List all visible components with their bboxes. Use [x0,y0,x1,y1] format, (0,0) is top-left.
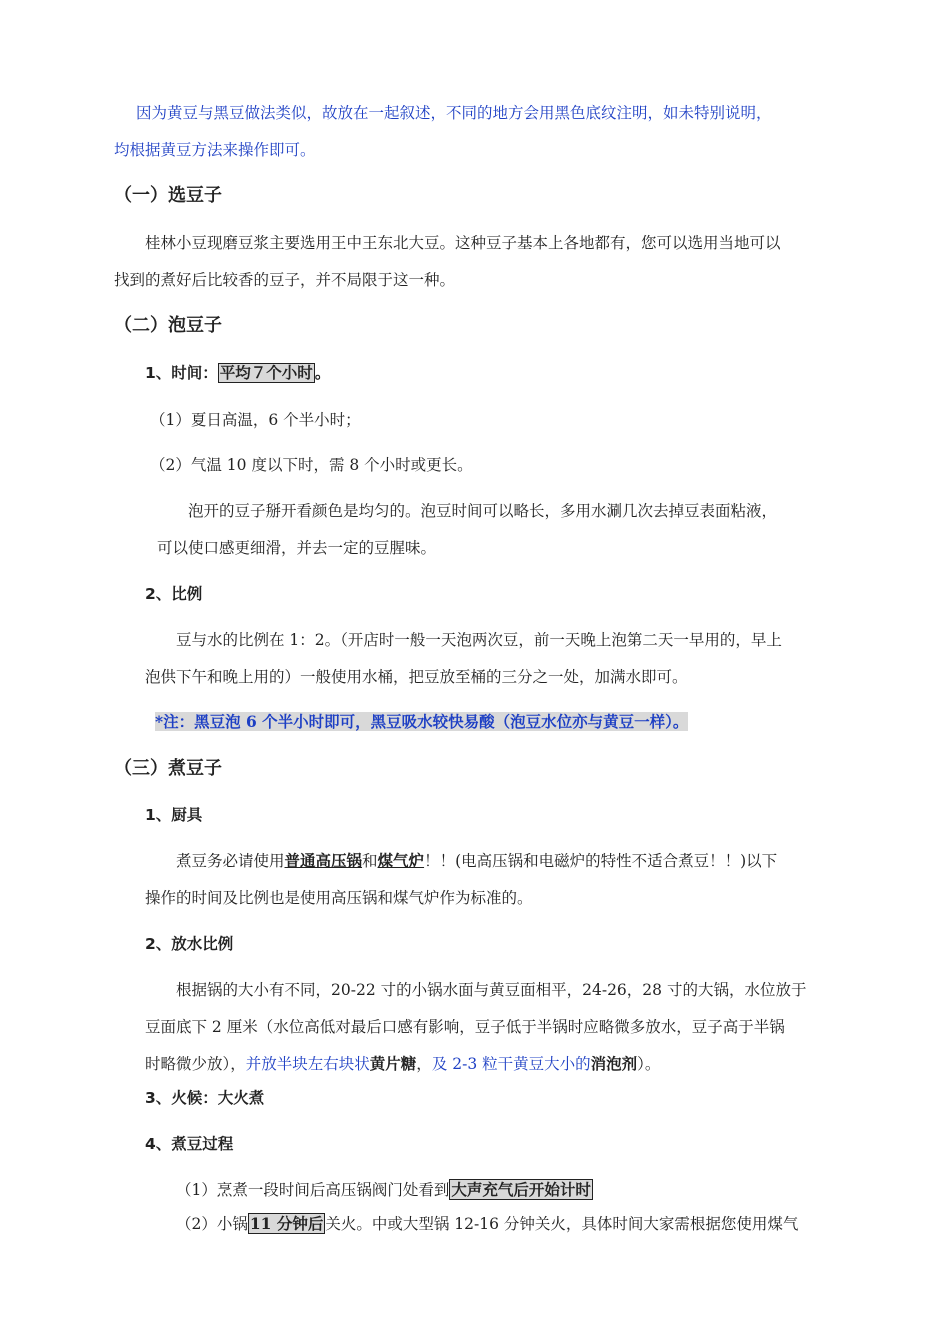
tools-para-line-2: 操作的时间及比例也是使用高压锅和煤气炉作为标准的。 [145,889,533,907]
process-step-1 [176,1180,593,1200]
water-ratio-heading: 2、放水比例 [145,935,234,953]
water-para-line-3 [145,1054,660,1074]
soak-time-label: 1、时间： [145,364,218,382]
water-text-a: 时略微少放）， [145,1055,246,1073]
soak-item-2: （2）气温 10 度以下时，需 8 个小时或更长。 [150,456,473,474]
water-text-b: 并放半块左右块状 [245,1055,370,1073]
fire-heading: 3、火候：大火煮 [145,1089,265,1107]
intro-line-1: 因为黄豆与黑豆做法类似，故放在一起叙述，不同的地方会用黑色底纹注明，如未特别说明， [136,104,772,122]
process-step-1-text: （1）烹煮一段时间后高压锅阀门处看到 [176,1181,450,1199]
water-para-line-2: 豆面底下 2 厘米（水位高低对最后口感有影响，豆子低于半锅时应略微多放水，豆子高于半锅 [145,1018,785,1036]
process-heading: 4、煮豆过程 [145,1135,234,1153]
pressure-cooker-term: 普通高压锅 [284,851,363,870]
tools-text-e: ！！(电高压锅和电磁炉的特性不适合煮豆！！)以下 [424,852,778,870]
section-1-title: （一）选豆子 [114,185,222,206]
process-step-2-text-c: 关火。中或大型锅 12-16 分钟关火，具体时间大家需根据您使用煤气 [325,1215,799,1233]
ratio-para-line-2: 泡供下午和晚上用的）一般使用水桶，把豆放至桶的三分之一处，加满水即可。 [145,668,688,686]
defoamer-term: 消泡剂 [590,1054,638,1073]
soak-time-heading [145,363,330,383]
section-3-title: （三）煮豆子 [114,758,222,779]
soak-time-end: 。 [314,364,331,382]
ratio-heading: 2、比例 [145,585,203,603]
water-text-d: ， [416,1055,432,1073]
tools-text-c: 和 [362,852,378,870]
tools-text-a: 煮豆务必请使用 [176,852,285,870]
black-bean-note [155,712,688,732]
ratio-para-line-1: 豆与水的比例在 1：2。（开店时一般一天泡两次豆，前一天晚上泡第二天一早用的，早上 [176,631,782,649]
soak-time-value: 平均７个小时 [219,364,313,382]
section-2-title: （二）泡豆子 [114,315,222,336]
gas-stove-term: 煤气炉 [377,851,425,870]
brown-sugar-term: 黄片糖 [369,1054,417,1073]
soak-para-line-1: 泡开的豆子掰开看颜色是均匀的。泡豆时间可以略长，多用水涮几次去掉豆表面粘液， [188,502,778,520]
section-1-para-line-2: 找到的煮好后比较香的豆子，并不局限于这一种。 [114,271,456,289]
intro-line-2: 均根据黄豆方法来操作即可。 [114,141,316,159]
water-text-e: 及 2-3 粒干黄豆大小的 [431,1055,591,1073]
process-step-2-text-a: （2）小锅 [176,1215,248,1233]
process-step-2 [176,1214,798,1234]
soak-para-line-2: 可以使口感更细滑，并去一定的豆腥味。 [157,539,437,557]
water-para-line-1: 根据锅的大小有不同，20-22 寸的小锅水面与黄豆面相平，24-26，28 寸的大锅，水位放于 [176,981,807,999]
black-bean-note-text: *注：黑豆泡 6 个半小时即可，黑豆吸水较快易酸（泡豆水位亦与黄豆一样）。 [155,712,689,731]
process-step-1-highlight: 大声充气后开始计时 [451,1180,591,1199]
water-text-g: ）。 [637,1055,661,1073]
soak-item-1: （1）夏日高温，6 个半小时； [150,411,361,429]
tools-heading: 1、厨具 [145,806,203,824]
section-1-para-line-1: 桂林小豆现磨豆浆主要选用王中王东北大豆。这种豆子基本上各地都有，您可以选用当地可以 [145,234,781,252]
tools-para-line-1 [176,851,777,871]
process-step-2-highlight: 11 分钟后 [249,1214,324,1233]
